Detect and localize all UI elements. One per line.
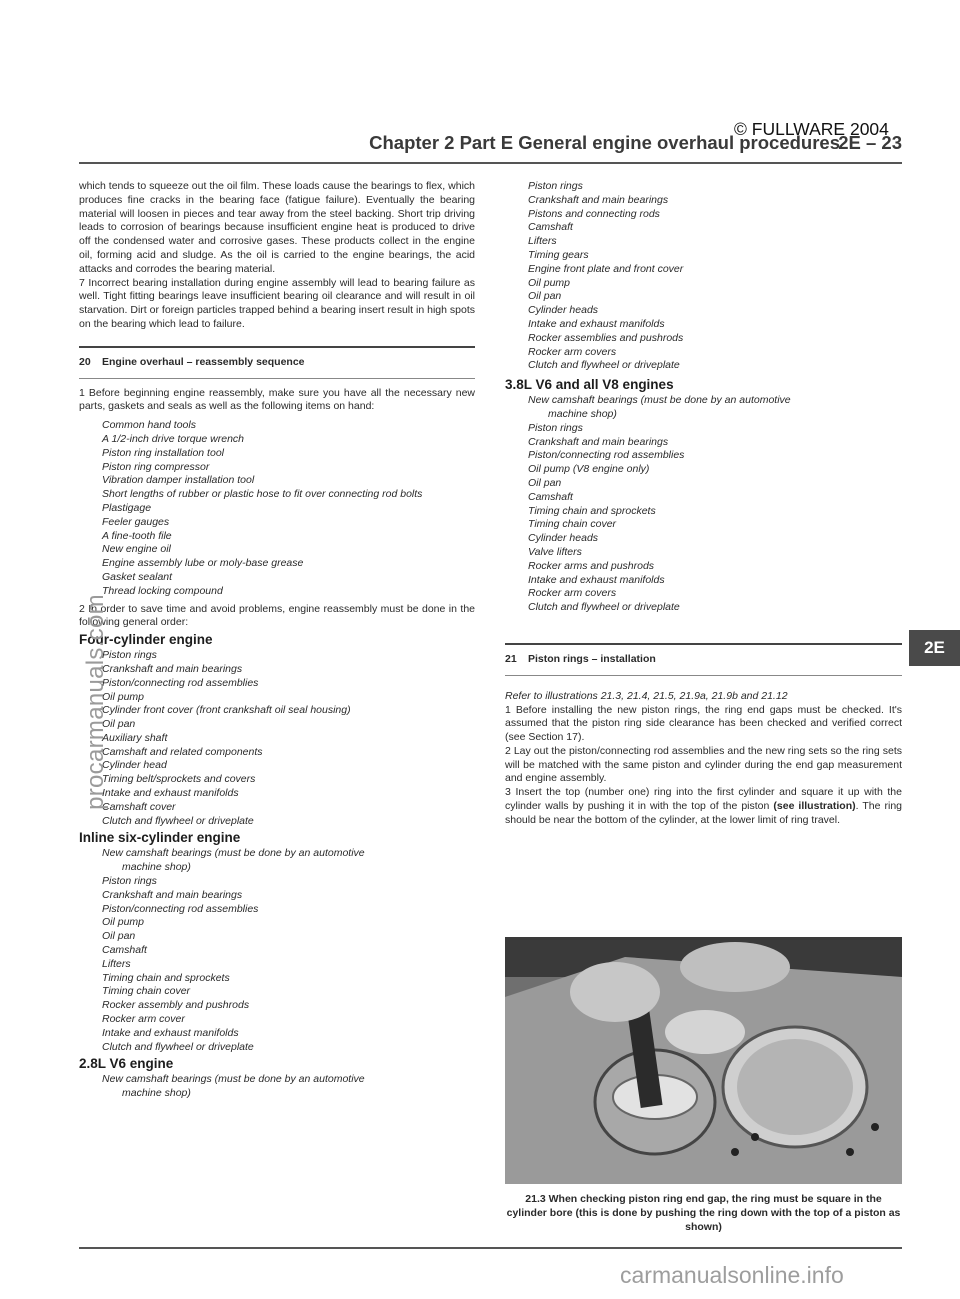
list-item: Short lengths of rubber or plastic hose to fit over connecting rod bolts — [102, 488, 423, 501]
list-item: Gasket sealant — [102, 570, 173, 583]
list-item: Cylinder front cover (front crankshaft oil seal housing) — [102, 704, 351, 717]
list-item: Oil pan — [528, 290, 562, 303]
section-20-number: 20 — [79, 355, 91, 368]
list-item: Oil pump — [528, 276, 571, 289]
list-item: Plastigage — [102, 501, 152, 514]
six-cylinder-heading: Inline six-cylinder engine — [79, 830, 241, 846]
page-code: 2E – 23 — [838, 132, 902, 153]
s21-paragraph-3: 3 Insert the top (number one) ring into the first cylinder and square it up with the cylinder walls by pushing it in with the top of the piston (see illustration). The ring should be near the bottom of the cylinder, at the lower limit of ring travel. — [505, 786, 902, 826]
v6-28-continued-list — [505, 180, 902, 373]
list-item: Lifters — [528, 235, 557, 248]
list-item: Piston/connecting rod assemblies — [102, 676, 259, 689]
list-item: Intake and exhaust manifolds — [528, 573, 665, 586]
paragraph-7: 7 Incorrect bearing installation during engine assembly will lead to bearing failure as well. Tight fitting bearings leave insufficient bearing oil clearance and will result in oil starvation. Dirt or foreign particles trapped behind a bearing insert result in high spots on the bearing which lead to failure. — [79, 276, 475, 330]
photo-caption: 21.3 When checking piston ring end gap, the ring must be square in the cylinder bore (this is done by pushing the ring down with the top of a piston as shown) — [506, 1193, 901, 1233]
list-item: New camshaft bearings (must be done by an automotive — [528, 394, 791, 407]
list-item: Cylinder heads — [528, 304, 599, 317]
v6-28-heading: 2.8L V6 engine — [79, 1056, 174, 1072]
list-item: Feeler gauges — [102, 515, 170, 528]
list-item: Valve lifters — [528, 545, 582, 558]
four-cylinder-list — [79, 649, 475, 828]
list-item: Common hand tools — [102, 419, 196, 432]
v6-38-list — [505, 394, 902, 615]
six-cylinder-list — [79, 847, 475, 1054]
chapter-title: Chapter 2 Part E General engine overhaul procedures — [369, 132, 840, 153]
list-item: Rocker arm covers — [528, 587, 617, 600]
s20-paragraph-1: 1 Before beginning engine reassembly, make sure you have all the necessary new parts, gaskets and seals as well as the following items on hand: — [79, 386, 475, 413]
list-item: Vibration damper installation tool — [102, 474, 255, 487]
list-item: Piston ring installation tool — [102, 446, 224, 459]
list-item: Clutch and flywheel or driveplate — [102, 814, 254, 827]
list-item: Timing chain cover — [102, 985, 191, 998]
list-item: New engine oil — [102, 543, 171, 556]
list-item: Pistons and connecting rods — [528, 207, 660, 220]
list-item: Timing chain and sprockets — [102, 971, 230, 984]
list-item: A 1/2-inch drive torque wrench — [102, 432, 245, 445]
v6-38-heading: 3.8L V6 and all V8 engines — [505, 377, 674, 393]
list-item: Camshaft cover — [102, 800, 176, 813]
section-20-title: Engine overhaul – reassembly sequence — [102, 355, 305, 368]
list-item: Rocker arm cover — [102, 1013, 185, 1026]
list-item: Rocker arm covers — [528, 345, 617, 358]
list-item: Camshaft — [528, 490, 573, 503]
list-item: Camshaft — [528, 221, 573, 234]
list-item: Piston/connecting rod assemblies — [102, 902, 259, 915]
list-item: Crankshaft and main bearings — [102, 662, 243, 675]
v6-28-list — [79, 1073, 475, 1101]
list-item: New camshaft bearings (must be done by an automotive — [102, 1073, 365, 1086]
list-item: A fine-tooth file — [102, 529, 172, 542]
list-item: Rocker assembly and pushrods — [102, 999, 250, 1012]
list-item: Piston/connecting rod assemblies — [528, 449, 685, 462]
list-item: Thread locking compound — [102, 584, 223, 597]
list-item: Clutch and flywheel or driveplate — [102, 1040, 254, 1053]
list-item: Intake and exhaust manifolds — [528, 317, 665, 330]
copyright-notice: © FULLWARE 2004 — [734, 119, 889, 139]
list-item: Rocker assemblies and pushrods — [528, 331, 684, 344]
list-item: Piston rings — [102, 649, 157, 662]
piston-ring-photo — [505, 937, 902, 1184]
illustration-reference: Refer to illustrations 21.3, 21.4, 21.5, 21.9a, 21.9b and 21.12 — [505, 689, 788, 702]
list-item: Oil pump — [102, 690, 145, 703]
list-item: Intake and exhaust manifolds — [102, 1026, 239, 1039]
list-item: Intake and exhaust manifolds — [102, 787, 239, 800]
list-item: Piston rings — [528, 421, 583, 434]
section-21-number: 21 — [505, 652, 517, 665]
four-cylinder-heading: Four-cylinder engine — [79, 632, 213, 648]
list-item: Cylinder heads — [528, 532, 599, 545]
footer-rule — [79, 1247, 902, 1249]
watermark-bottom: carmanualsonline.info — [620, 1262, 844, 1288]
list-item: Crankshaft and main bearings — [528, 193, 669, 206]
list-item: New camshaft bearings (must be done by an automotive — [102, 847, 365, 860]
list-item: Cylinder head — [102, 759, 167, 772]
list-item: Crankshaft and main bearings — [528, 435, 669, 448]
list-item: Engine assembly lube or moly-base grease — [102, 557, 304, 570]
right-column — [505, 180, 902, 828]
section-tab: 2E — [909, 630, 960, 666]
list-item: Timing belt/sprockets and covers — [102, 773, 256, 786]
list-item: machine shop) — [122, 861, 191, 874]
illustration-link: (see illustration) — [773, 800, 856, 813]
section-20-heading — [79, 346, 475, 379]
s20-paragraph-2: 2 In order to save time and avoid problems, engine reassembly must be done in the following general order: — [79, 602, 475, 629]
list-item: Oil pump — [102, 916, 145, 929]
section-21-title: Piston rings – installation — [528, 652, 656, 665]
watermark-vertical: procarmanuals.com — [82, 594, 109, 810]
list-item: Piston ring compressor — [102, 460, 210, 473]
intro-paragraph: which tends to squeeze out the oil film. These loads cause the bearings to flex, which produces fine cracks in the bearing face (fatigue failure). Eventually the bearing material will loosen in pieces and tear away from the steel backing. Short trip driving leads to corrosion of bearings because insufficient engine heat is produced to drive off the condensed water and corrosive gases. These products collect in the engine oil, forming acid and sludge. As the oil is carried to the engine bearings, the acid attacks and corrodes the bearing material. — [79, 180, 475, 275]
list-item: Oil pan — [102, 930, 136, 943]
s21-paragraph-2: 2 Lay out the piston/connecting rod assemblies and the new ring sets so the ring sets will be matched with the same piston and cylinder during the end gap measurement and engine assembly. — [505, 744, 902, 785]
tools-list — [79, 419, 475, 598]
list-item: Lifters — [102, 957, 131, 970]
list-item: machine shop) — [548, 407, 617, 420]
list-item: Oil pump (V8 engine only) — [528, 463, 650, 476]
list-item: Rocker arms and pushrods — [528, 559, 655, 572]
list-item: Piston rings — [102, 875, 157, 888]
list-item: Crankshaft and main bearings — [102, 888, 243, 901]
list-item: machine shop) — [122, 1087, 191, 1100]
list-item: Engine front plate and front cover — [528, 262, 684, 275]
list-item: Timing chain and sprockets — [528, 504, 656, 517]
list-item: Auxiliary shaft — [102, 731, 168, 744]
list-item: Timing gears — [528, 248, 589, 261]
list-item: Camshaft — [102, 944, 147, 957]
left-column — [79, 180, 475, 1101]
s21-paragraph-1: 1 Before installing the new piston rings, the ring end gaps must be checked. It's assumed that the piston ring side clearance has been checked and verified correct (see Section 17). — [505, 703, 902, 744]
list-item: Oil pan — [102, 718, 136, 731]
list-item: Timing chain cover — [528, 518, 617, 531]
list-item: Clutch and flywheel or driveplate — [528, 601, 680, 614]
list-item: Oil pan — [528, 476, 562, 489]
list-item: Camshaft and related components — [102, 745, 263, 758]
section-21-heading — [505, 643, 902, 676]
list-item: Clutch and flywheel or driveplate — [528, 359, 680, 372]
list-item: Piston rings — [528, 180, 583, 192]
